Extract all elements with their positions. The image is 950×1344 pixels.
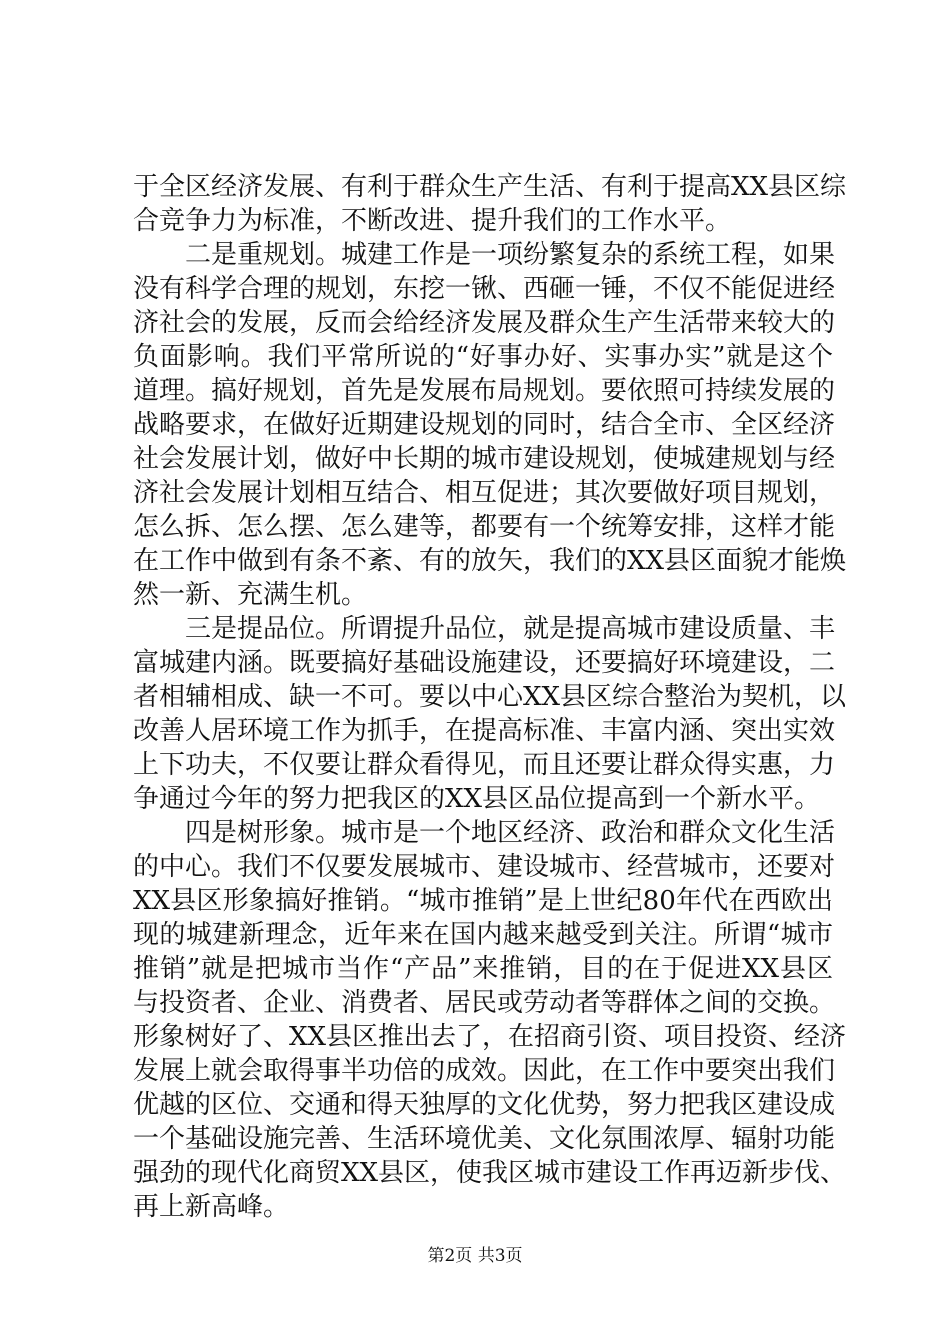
text-line: 负面影响。我们平常所说的“好事办好、实事办实”就是这个 [133,342,833,372]
text-line: 济社会发展计划相互结合、相互促进；其次要做好项目规划， [133,478,836,508]
text-line: 者相辅相成、缺一不可。要以中心XX县区综合整治为契机，以 [133,682,847,712]
text-line: 推销”就是把城市当作“产品”来推销，目的在于促进XX县区 [133,954,833,984]
text-line: 没有科学合理的规划，东挖一锹、西砸一锤，不仅不能促进经 [133,274,836,304]
text-line: 再上新高峰。 [133,1192,290,1222]
page-number-footer: 第2页 共3页 [427,1246,523,1266]
text-line: 与投资者、企业、消费者、居民或劳动者等群体之间的交换。 [133,988,836,1018]
text-line: 强劲的现代化商贸XX县区，使我区城市建设工作再迈新步伐、 [133,1158,847,1188]
text-line: 济社会的发展，反而会给经济发展及群众生产生活带来较大的 [133,308,836,338]
text-line: 在工作中做到有条不紊、有的放矢，我们的XX县区面貌才能焕 [133,546,847,576]
text-line: 上下功夫，不仅要让群众看得见，而且还要让群众得实惠，力 [133,750,836,780]
text-line: 的中心。我们不仅要发展城市、建设城市、经营城市，还要对 [133,852,836,882]
text-line: 道理。搞好规划，首先是发展布局规划。要依照可持续发展的 [133,376,836,406]
text-line: XX县区形象搞好推销。“城市推销”是上世纪80年代在西欧出 [133,886,833,916]
text-line: 怎么拆、怎么摆、怎么建等，都要有一个统筹安排，这样才能 [133,512,836,542]
text-line: 战略要求，在做好近期建设规划的同时，结合全市、全区经济 [133,410,836,440]
text-line: 一个基础设施完善、生活环境优美、文化氛围浓厚、辐射功能 [133,1124,836,1154]
text-line: 争通过今年的努力把我区的XX县区品位提高到一个新水平。 [133,784,821,814]
paragraph-start-line: 四是树形象。城市是一个地区经济、政治和群众文化生活 [185,818,836,848]
paragraph-start-line: 三是提品位。所谓提升品位，就是提高城市建设质量、丰 [185,614,836,644]
paragraph-start-line: 二是重规划。城建工作是一项纷繁复杂的系统工程，如果 [185,240,836,270]
text-line: 发展上就会取得事半功倍的成效。因此，在工作中要突出我们 [133,1056,836,1086]
text-line: 优越的区位、交通和得天独厚的文化优势，努力把我区建设成 [133,1090,836,1120]
text-line: 改善人居环境工作为抓手，在提高标准、丰富内涵、突出实效 [133,716,836,746]
text-line: 社会发展计划，做好中长期的城市建设规划，使城建规划与经 [133,444,836,474]
text-line: 合竞争力为标准，不断改进、提升我们的工作水平。 [133,206,732,236]
text-line: 然一新、充满生机。 [133,580,368,610]
text-line: 形象树好了、XX县区推出去了，在招商引资、项目投资、经济 [133,1022,847,1052]
text-line: 富城建内涵。既要搞好基础设施建设，还要搞好环境建设，二 [133,648,836,678]
text-line: 于全区经济发展、有利于群众生产生活、有利于提高XX县区综 [133,172,847,202]
text-line: 现的城建新理念，近年来在国内越来越受到关注。所谓“城市 [133,920,833,950]
